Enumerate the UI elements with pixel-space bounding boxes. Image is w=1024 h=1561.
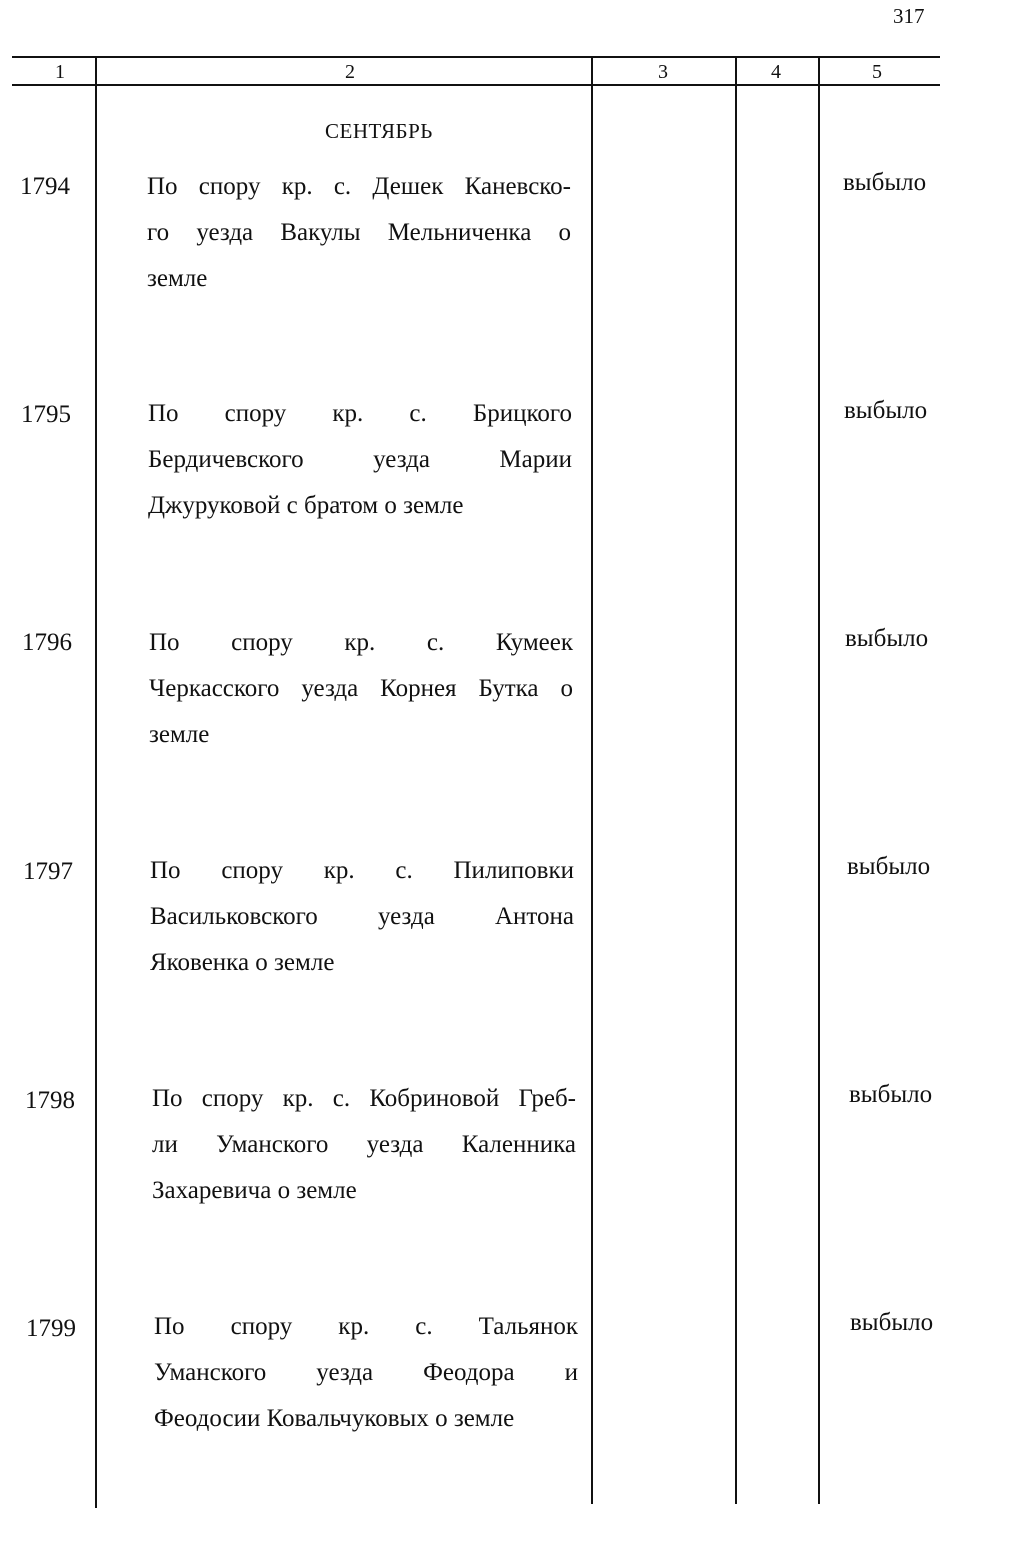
column-header-1: 1 xyxy=(55,61,65,83)
column-header-3: 3 xyxy=(658,61,668,83)
entry-line: Феодосии Ковальчуковых о земле xyxy=(154,1405,515,1432)
entry-line: Уманского уезда Феодора и xyxy=(154,1359,578,1386)
column-divider-2 xyxy=(591,58,593,1504)
entry-number: 1797 xyxy=(23,858,73,885)
column-header-2: 2 xyxy=(345,61,355,83)
column-divider-1 xyxy=(95,58,97,1508)
entry-description xyxy=(149,620,573,758)
section-title: СЕНТЯБРЬ xyxy=(325,119,433,143)
entry-status: выбыло xyxy=(843,169,927,196)
entry-line: Бердичевского уезда Марии xyxy=(148,446,572,473)
column-header-5: 5 xyxy=(872,61,882,83)
entry-line: Васильковского уезда Антона xyxy=(150,903,574,930)
entry-line: земле xyxy=(147,265,208,292)
entry-line: Яковенка о земле xyxy=(150,949,335,976)
column-divider-4 xyxy=(818,58,820,1504)
entry-status: выбыло xyxy=(850,1309,934,1336)
entry-line: го уезда Вакулы Мельниченка о xyxy=(147,219,571,246)
entry-status: выбыло xyxy=(845,625,929,652)
table-header-bottom-rule xyxy=(12,84,940,86)
entry-line: Черкасского уезда Корнея Бутка о xyxy=(149,675,573,702)
entry-line: По спору кр. с. Пилиповки xyxy=(150,857,574,884)
entry-line: земле xyxy=(149,721,210,748)
entry-status: выбыло xyxy=(844,397,928,424)
entry-description xyxy=(150,848,574,986)
entry-line: ли Уманского уезда Каленника xyxy=(152,1131,576,1158)
entry-description xyxy=(148,391,572,529)
entry-number: 1796 xyxy=(22,629,72,656)
table-header-top-rule xyxy=(12,56,940,58)
entry-description xyxy=(147,164,571,302)
entry-line: Джуруковой с братом о земле xyxy=(148,492,464,519)
column-divider-3 xyxy=(735,58,737,1504)
entry-number: 1795 xyxy=(21,401,71,428)
entry-status: выбыло xyxy=(847,853,931,880)
entry-line: По спору кр. с. Брицкого xyxy=(148,400,572,427)
entry-description xyxy=(152,1076,576,1214)
entry-status: выбыло xyxy=(849,1081,933,1108)
entry-line: По спору кр. с. Кобриновой Греб- xyxy=(152,1085,576,1112)
entry-number: 1799 xyxy=(26,1315,76,1342)
column-header-4: 4 xyxy=(771,61,781,83)
entry-line: Захаревича о земле xyxy=(152,1177,357,1204)
entry-line: По спору кр. с. Тальянок xyxy=(154,1313,578,1340)
entry-line: По спору кр. с. Кумеек xyxy=(149,629,573,656)
entry-line: По спору кр. с. Дешек Каневско- xyxy=(147,173,571,200)
entry-number: 1798 xyxy=(25,1087,75,1114)
entry-description xyxy=(154,1304,578,1442)
page-number: 317 xyxy=(893,4,925,28)
entry-number: 1794 xyxy=(20,173,70,200)
